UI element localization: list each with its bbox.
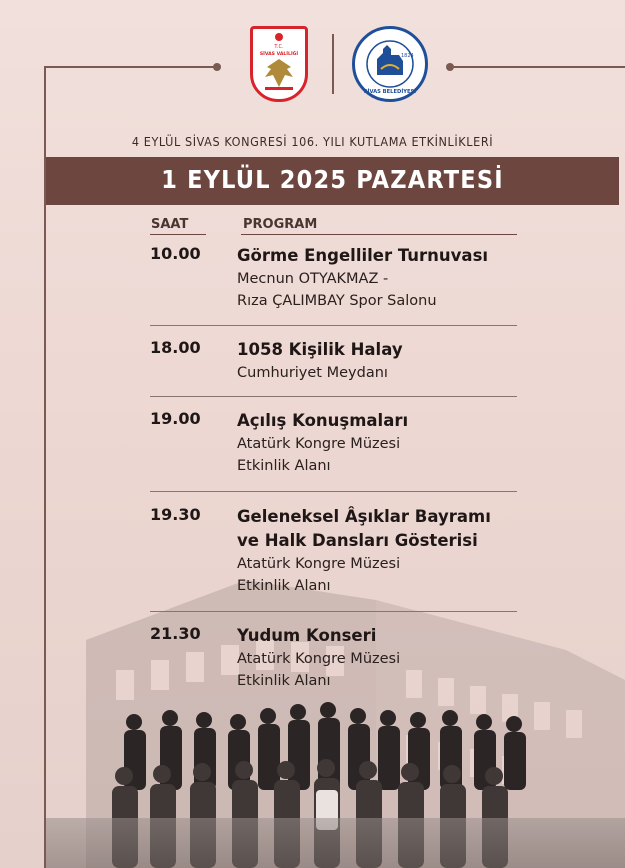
- frame-line-top-right: [452, 66, 625, 68]
- municipality-logo: [352, 26, 428, 102]
- event-name: Geleneksel Âşıklar Bayramı: [237, 507, 491, 526]
- event-location: Rıza ÇALIMBAY Spor Salonu: [237, 293, 437, 309]
- municipality-name: SİVAS BELEDİYESİ: [363, 89, 417, 95]
- column-underline-program: [241, 234, 517, 235]
- event-location: Atatürk Kongre Müzesi: [237, 556, 401, 572]
- governorship-mark: T.C.: [274, 44, 284, 50]
- event-location: Atatürk Kongre Müzesi: [237, 651, 401, 667]
- column-underline-time: [150, 234, 206, 235]
- event-title: 4 EYLÜL SİVAS KONGRESİ 106. YILI KUTLAMA ETKİNLİKLERİ: [131, 134, 494, 149]
- frame-dot-right: [446, 63, 454, 71]
- row-separator: [150, 396, 517, 397]
- frame-dot-left: [213, 63, 221, 71]
- row-separator: [150, 325, 517, 326]
- crescent-star-icon: [275, 33, 283, 41]
- event-name: Açılış Konuşmaları: [237, 411, 409, 430]
- event-name: Görme Engelliler Turnuvası: [237, 246, 489, 265]
- event-time: 10.00: [150, 244, 201, 263]
- photo-ground: [46, 818, 625, 868]
- event-name: Yudum Konseri: [237, 626, 377, 645]
- event-time: 21.30: [150, 624, 201, 643]
- municipality-year: 1824: [401, 53, 414, 59]
- event-location: Etkinlik Alanı: [237, 673, 331, 689]
- event-location: Mecnun OTYAKMAZ -: [237, 271, 389, 287]
- date-banner: [46, 157, 619, 205]
- governorship-name: SİVAS VALİLİĞİ: [259, 52, 299, 57]
- event-details: [237, 244, 527, 312]
- event-details: [237, 409, 527, 477]
- event-time: 19.00: [150, 409, 201, 428]
- building-icon: [377, 45, 403, 75]
- event-location: Etkinlik Alanı: [237, 458, 331, 474]
- event-details: [237, 505, 527, 597]
- event-date: 1 EYLÜL 2025 PAZARTESİ: [161, 165, 504, 194]
- event-details: [237, 338, 527, 384]
- row-separator: [150, 611, 517, 612]
- event-location: Atatürk Kongre Müzesi: [237, 436, 401, 452]
- column-header-program: PROGRAM: [243, 217, 318, 232]
- event-time: 19.30: [150, 505, 201, 524]
- frame-line-top-left: [44, 66, 216, 68]
- row-separator: [150, 491, 517, 492]
- event-location: Cumhuriyet Meydanı: [237, 365, 388, 381]
- event-time: 18.00: [150, 338, 201, 357]
- column-header-time: SAAT: [151, 217, 189, 232]
- eagle-icon: [265, 59, 293, 87]
- logo-divider: [332, 34, 334, 94]
- event-details: [237, 624, 527, 692]
- event-name-continued: ve Halk Dansları Gösterisi: [237, 531, 478, 550]
- event-location: Etkinlik Alanı: [237, 578, 331, 594]
- event-name: 1058 Kişilik Halay: [237, 340, 403, 359]
- governorship-logo: [250, 26, 308, 102]
